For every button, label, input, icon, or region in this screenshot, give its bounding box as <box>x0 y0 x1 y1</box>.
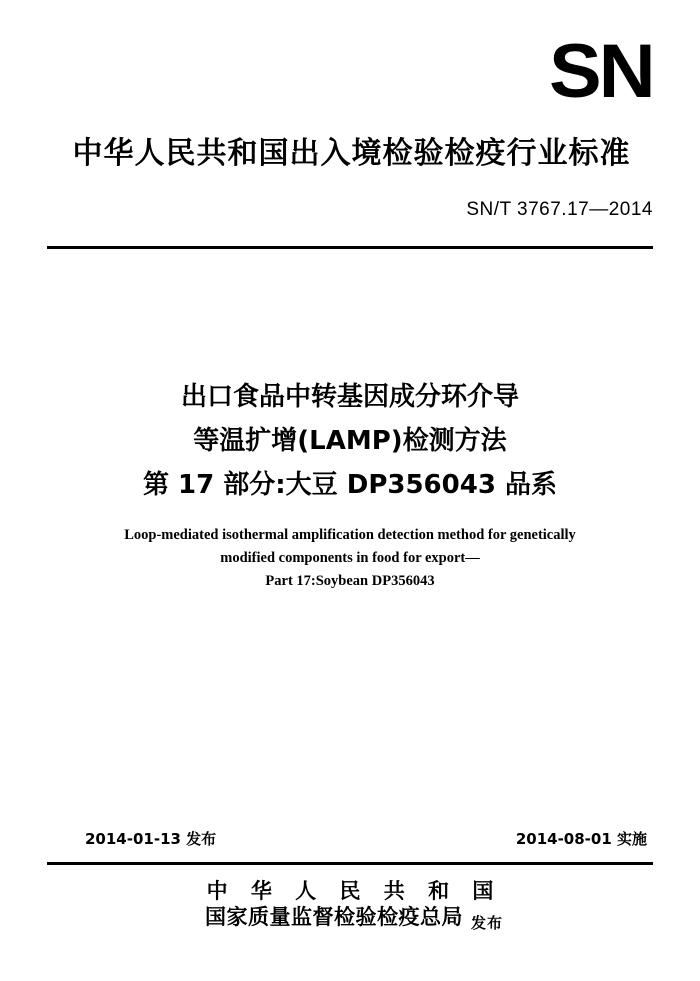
title-english <box>90 524 610 593</box>
standard-number: SN/T 3767.17—2014 <box>466 199 653 220</box>
footer-divider <box>47 862 653 865</box>
dates-row <box>47 828 653 848</box>
implement-date: 2014-08-01 实施 <box>515 830 647 848</box>
publish-label: 发布 <box>470 914 503 932</box>
issuer-line-2: 国家质量监督检验检疫总局 <box>204 905 463 929</box>
title-english-line-2: modified components in food for export— <box>220 550 480 566</box>
issuer-line-1: 中 华 人 民 共 和 国 <box>206 879 502 903</box>
title-chinese-line-2: 等温扩增(LAMP)检测方法 <box>193 426 507 456</box>
issue-date: 2014-01-13 发布 <box>85 830 217 848</box>
title-chinese-line-1: 出口食品中转基因成分环介导 <box>180 382 519 412</box>
issuer-line-2-row <box>47 904 653 932</box>
title-english-line-1: Loop-mediated isothermal amplification detection method for genetically <box>124 527 576 543</box>
sn-logo: SN <box>549 29 653 114</box>
title-chinese-line-3: 第 17 部分:大豆 DP356043 品系 <box>143 470 557 500</box>
issuer-block <box>47 878 653 932</box>
header-divider <box>47 246 653 249</box>
organization-title: 中华人民共和国出入境检验检疫行业标准 <box>72 136 631 171</box>
title-chinese <box>47 375 653 507</box>
title-english-line-3: Part 17:Soybean DP356043 <box>265 573 435 589</box>
